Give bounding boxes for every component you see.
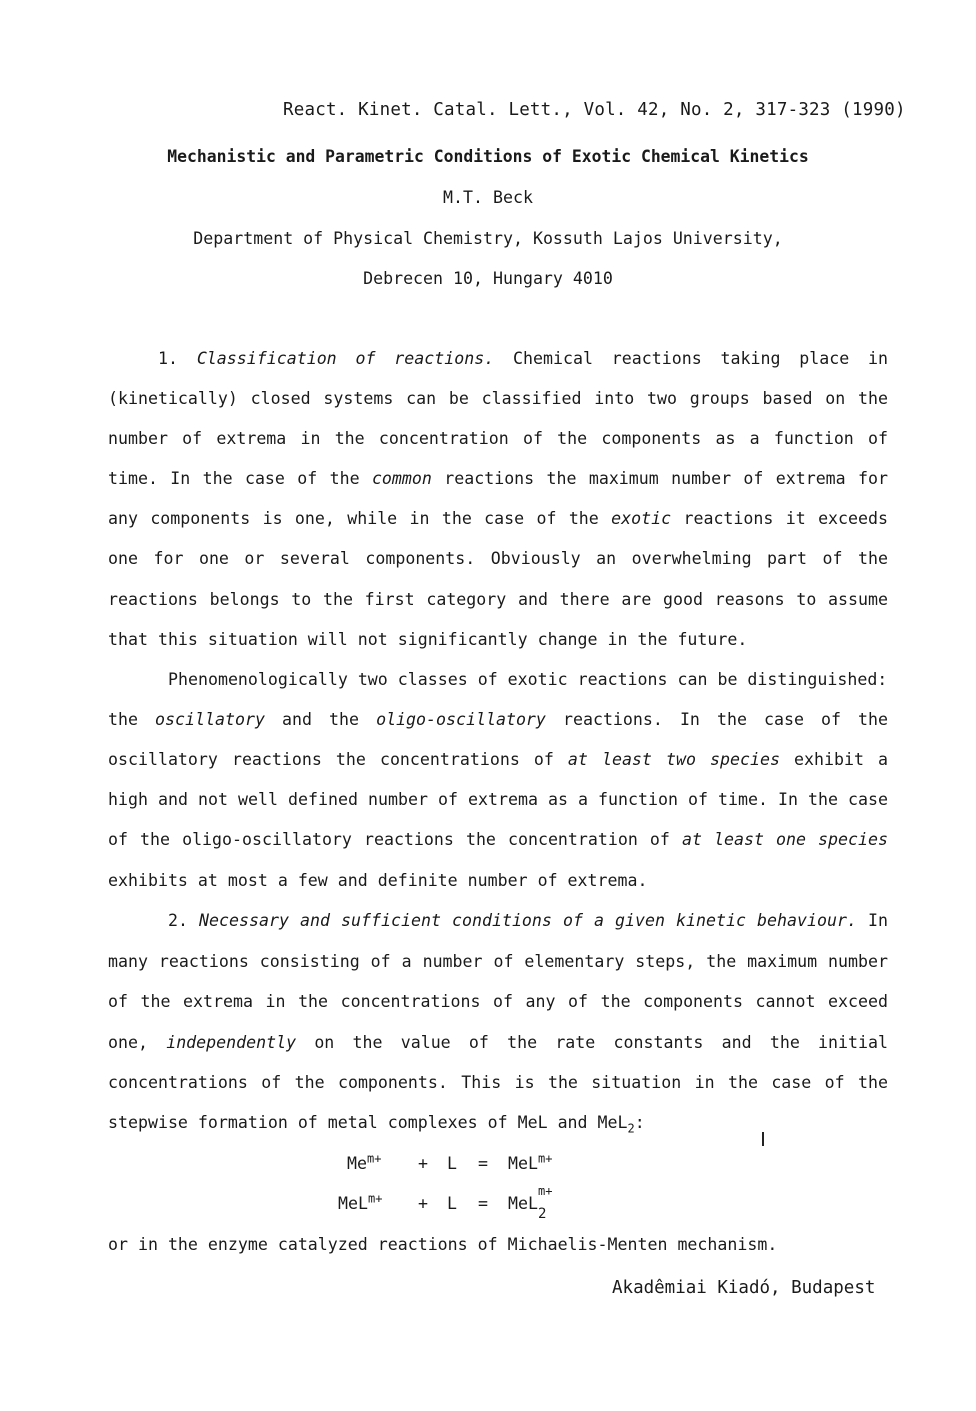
section-1-line-2: (kinetically) closed systems can be classified into two groups based on the <box>108 389 888 408</box>
eq1-lhs-charge: m+ <box>366 1151 382 1166</box>
text-span: on the value of the rate constants and the initial <box>314 1033 888 1052</box>
section-1-p2-line-2 <box>108 710 888 730</box>
section-2-line-7: or in the enzyme catalyzed reactions of Michaelis-Menten mechanism. <box>108 1235 778 1254</box>
paper-title: Mechanistic and Parametric Conditions of Exotic Chemical Kinetics <box>167 147 809 166</box>
affiliation-line-2: Debrecen 10, Hungary 4010 <box>363 269 613 288</box>
section-1-line-1 <box>158 349 888 369</box>
subscript: 2 <box>627 1121 635 1136</box>
section-2-line-2: many reactions consisting of a number of elementary steps, the maximum number <box>108 952 888 971</box>
section-1-line-5 <box>108 509 888 529</box>
section-1-p2-line-6: exhibits at most a few and definite number of extrema. <box>108 871 648 890</box>
text-span: time. In the case of the <box>108 469 360 488</box>
section-1-line-7: reactions belongs to the first category and there are good reasons to assume <box>108 590 888 609</box>
journal-citation: React. Kinet. Catal. Lett., Vol. 42, No. 2, 317-323 (1990) <box>283 100 906 120</box>
eq1-rhs-charge: m+ <box>537 1151 553 1166</box>
section-1-line-4 <box>108 469 888 489</box>
section-2-line-1 <box>168 911 888 931</box>
emphasis-at-least-two-species: at least two species <box>567 750 780 769</box>
eq1-rhs-symbol: MeL <box>508 1154 538 1173</box>
emphasis-oscillatory: oscillatory <box>155 710 265 729</box>
eq2-rhs-charge: m+ <box>537 1184 553 1198</box>
eq2-lhs <box>338 1191 383 1214</box>
eq1-ligand: L <box>447 1154 457 1173</box>
text-span: exhibit a <box>794 750 888 769</box>
emphasis-at-least-one-species: at least one species <box>681 830 888 849</box>
section-2-line-5: concentrations of the components. This is the situation in the case of the <box>108 1073 888 1092</box>
eq2-ligand: L <box>447 1194 457 1213</box>
section-2-heading: Necessary and sufficient conditions of a given kinetic behaviour. <box>199 911 857 930</box>
eq1-rhs <box>508 1151 553 1174</box>
text-span: Chemical reactions taking place in <box>513 349 889 368</box>
section-1-heading: Classification of reactions. <box>196 349 495 368</box>
publisher-footer: Akadêmiai Kiadó, Budapest <box>612 1278 876 1298</box>
eq2-lhs-symbol: MeL <box>338 1194 368 1213</box>
eq2-plus: + <box>418 1194 428 1213</box>
section-1-p2-line-3 <box>108 750 888 770</box>
text-span: In <box>868 911 888 930</box>
section-1-p2-line-4: high and not well defined number of extrema as a function of time. In the case <box>108 790 888 809</box>
text-span: one, <box>108 1033 148 1052</box>
section-1-number: 1. <box>158 349 178 368</box>
eq1-lhs-symbol: Me <box>347 1154 367 1173</box>
section-1-p2-line-1: Phenomenologically two classes of exotic reactions can be distinguished: <box>168 670 888 689</box>
emphasis-independently: independently <box>166 1033 297 1052</box>
section-2-line-4 <box>108 1033 888 1053</box>
eq1-lhs <box>347 1151 382 1174</box>
text-span: any components is one, while in the case of the <box>108 509 599 528</box>
emphasis-common: common <box>371 469 432 488</box>
eq1-plus: + <box>418 1154 428 1173</box>
section-2-line-3: of the extrema in the concentrations of any of the components cannot exceed <box>108 992 888 1011</box>
text-span: reactions the maximum number of extrema for <box>444 469 888 488</box>
text-span: the <box>108 710 138 729</box>
emphasis-exotic: exotic <box>611 509 672 528</box>
margin-mark <box>762 1132 764 1146</box>
section-1-line-3: number of extrema in the concentration of the components as a function of <box>108 429 888 448</box>
text-span: and the <box>282 710 360 729</box>
section-2-number: 2. <box>168 911 188 930</box>
eq2-rhs-scripts <box>537 1184 560 1222</box>
section-2-line-6 <box>108 1113 645 1136</box>
author: M.T. Beck <box>443 188 533 207</box>
eq2-equals: = <box>478 1194 488 1213</box>
eq2-rhs-subscript: 2 <box>537 1206 547 1222</box>
section-1-line-8: that this situation will not significantly change in the future. <box>108 630 748 649</box>
section-1-line-6: one for one or several components. Obviously an overwhelming part of the <box>108 549 888 568</box>
text-span: of the oligo-oscillatory reactions the concentration of <box>108 830 670 849</box>
eq2-rhs <box>508 1184 560 1222</box>
text-span: : <box>634 1113 645 1132</box>
affiliation-line-1: Department of Physical Chemistry, Kossuth Lajos University, <box>193 229 783 248</box>
eq1-equals: = <box>478 1154 488 1173</box>
text-span: reactions it exceeds <box>683 509 888 528</box>
eq2-rhs-symbol: MeL <box>508 1194 538 1213</box>
section-1-p2-line-5 <box>108 830 888 850</box>
text-span: stepwise formation of metal complexes of MeL and MeL <box>108 1113 628 1132</box>
eq2-lhs-charge: m+ <box>367 1191 383 1206</box>
text-span: reactions. In the case of the <box>562 710 889 729</box>
text-span: oscillatory reactions the concentrations of <box>108 750 554 769</box>
emphasis-oligo-oscillatory: oligo-oscillatory <box>376 710 546 729</box>
